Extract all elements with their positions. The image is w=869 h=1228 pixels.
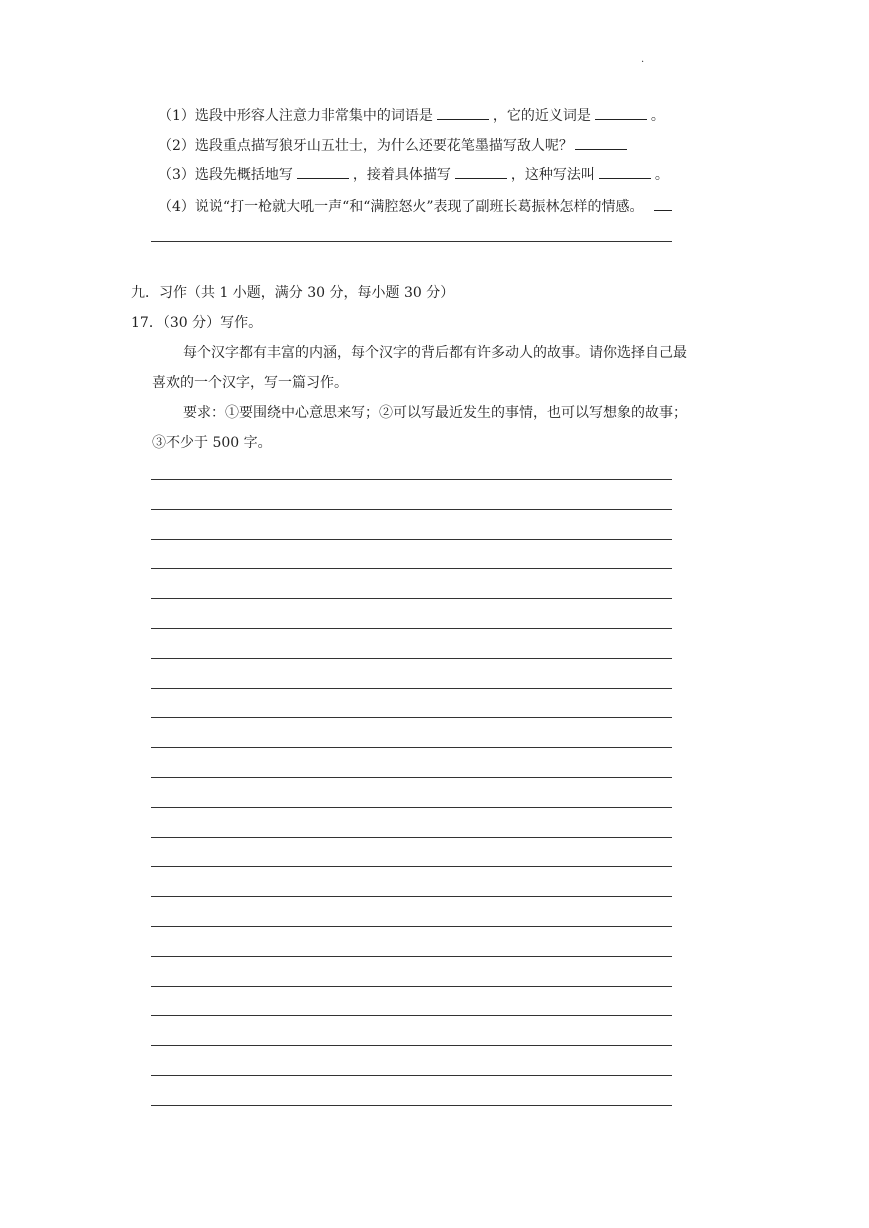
section-9-heading: 九．习作（共 1 小题，满分 30 分，每小题 30 分） (131, 285, 455, 301)
writing-line[interactable] (151, 747, 672, 748)
writing-requirements-line-1: 要求：①要围绕中心意思来写；②可以写最近发生的事情，也可以写想象的故事； (183, 405, 687, 421)
question-3-text-c: ，这种写法叫 (510, 167, 595, 183)
answer-blank-1b[interactable] (595, 104, 647, 120)
question-2-text: （2）选段重点描写狼牙山五壮士，为什么还要花笔墨描写敌人呢？ (158, 138, 573, 154)
question-3-text-b: ，接着具体描写 (352, 167, 451, 183)
writing-line[interactable] (151, 837, 672, 838)
writing-line[interactable] (151, 628, 672, 629)
writing-line[interactable] (151, 956, 672, 957)
answer-blank-2[interactable] (575, 134, 627, 150)
writing-line[interactable] (151, 598, 672, 599)
writing-line[interactable] (151, 896, 672, 897)
writing-line[interactable] (151, 807, 672, 808)
question-2 (158, 134, 631, 156)
writing-line[interactable] (151, 568, 672, 569)
question-1-text-b: ，它的近义词是 (492, 108, 591, 124)
answer-blank-3c[interactable] (599, 163, 651, 179)
answer-blank-3b[interactable] (455, 163, 507, 179)
writing-line[interactable] (151, 1045, 672, 1046)
writing-prompt-line-2: 喜欢的一个汉字，写一篇习作。 (152, 375, 348, 391)
question-1 (158, 104, 665, 126)
writing-line[interactable] (151, 926, 672, 927)
writing-line[interactable] (151, 1105, 672, 1106)
writing-line[interactable] (151, 479, 672, 480)
writing-line[interactable] (151, 986, 672, 987)
writing-line[interactable] (151, 866, 672, 867)
question-1-text-c: 。 (650, 108, 665, 124)
question-4-text: （4）说说“打一枪就大吼一声“和“满腔怒火”表现了副班长葛振林怎样的情感。 (158, 199, 644, 215)
writing-line[interactable] (151, 1015, 672, 1016)
question-3-text-d: 。 (654, 167, 669, 183)
writing-line[interactable] (151, 1075, 672, 1076)
writing-line[interactable] (151, 688, 672, 689)
question-3 (158, 163, 669, 185)
writing-line[interactable] (151, 717, 672, 718)
answer-blank-1a[interactable] (437, 104, 489, 120)
answer-blank-4-start[interactable] (654, 195, 672, 211)
writing-line[interactable] (151, 509, 672, 510)
writing-line[interactable] (151, 539, 672, 540)
answer-line-4[interactable] (151, 241, 672, 242)
writing-requirements-line-2: ③不少于 500 字。 (152, 435, 272, 451)
question-4 (158, 195, 676, 217)
writing-line[interactable] (151, 658, 672, 659)
writing-line[interactable] (151, 777, 672, 778)
writing-prompt-line-1: 每个汉字都有丰富的内涵，每个汉字的背后都有许多动人的故事。请你选择自己最 (183, 345, 687, 361)
question-1-text-a: （1）选段中形容人注意力非常集中的词语是 (158, 108, 433, 124)
question-17-title: 17．（30 分）写作。 (131, 315, 263, 331)
question-3-text-a: （3）选段先概括地写 (158, 167, 293, 183)
answer-blank-3a[interactable] (297, 163, 349, 179)
page-dot: . (641, 54, 645, 65)
